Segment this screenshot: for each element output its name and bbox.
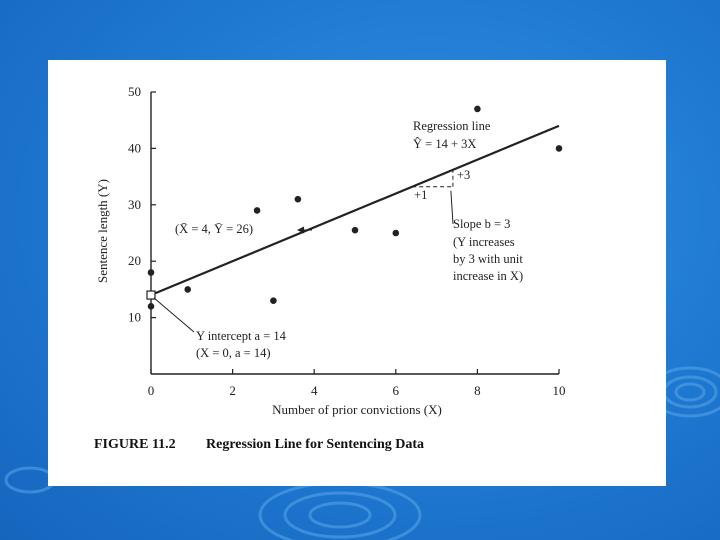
data-point — [393, 230, 400, 237]
regression-equation: Ŷ = 14 + 3X — [413, 137, 477, 151]
y-tick-label: 20 — [128, 253, 141, 269]
slope-label-2: (Y increases — [453, 235, 515, 249]
x-tick-label: 2 — [229, 383, 236, 398]
x-tick-label: 8 — [474, 383, 481, 398]
data-point — [295, 196, 302, 203]
data-point — [148, 269, 155, 276]
slope-label-3: by 3 with unit — [453, 252, 523, 266]
regression-chart — [48, 60, 666, 486]
intercept-label-2: (X = 0, a = 14) — [196, 346, 271, 360]
plus-one-label: +1 — [414, 187, 428, 202]
data-point — [270, 297, 277, 304]
y-tick-label: 10 — [128, 309, 141, 325]
intercept-marker — [147, 291, 155, 299]
x-tick-label: 10 — [552, 383, 566, 398]
data-point — [148, 303, 155, 310]
y-tick-label: 30 — [128, 196, 141, 212]
data-point — [556, 145, 563, 152]
figure-title: Regression Line for Sentencing Data — [206, 437, 425, 452]
figure-card — [48, 60, 666, 486]
x-axis-title: Number of prior convictions (X) — [272, 402, 442, 417]
regression-line-label: Regression line — [413, 119, 491, 133]
y-tick-label: 40 — [128, 140, 141, 156]
mean-point-label: (X̄ = 4, Ȳ = 26) — [175, 222, 253, 236]
data-point — [352, 227, 359, 234]
slope-label-1: Slope b = 3 — [453, 217, 511, 231]
intercept-leader — [154, 298, 194, 332]
data-point — [184, 286, 191, 293]
x-tick-label: 6 — [392, 383, 400, 398]
data-point — [474, 106, 481, 113]
figure-number: FIGURE 11.2 — [94, 437, 176, 452]
plus-three-label: +3 — [456, 167, 471, 182]
x-tick-label: 0 — [147, 383, 155, 398]
y-tick-label: 50 — [128, 84, 141, 99]
x-tick-label: 4 — [310, 383, 318, 398]
y-axis-title: Sentence length (Y) — [95, 179, 110, 283]
intercept-label-1: Y intercept a = 14 — [196, 329, 286, 343]
data-point — [254, 207, 261, 214]
slope-label-4: increase in X) — [453, 269, 524, 283]
figure-caption — [94, 437, 424, 453]
